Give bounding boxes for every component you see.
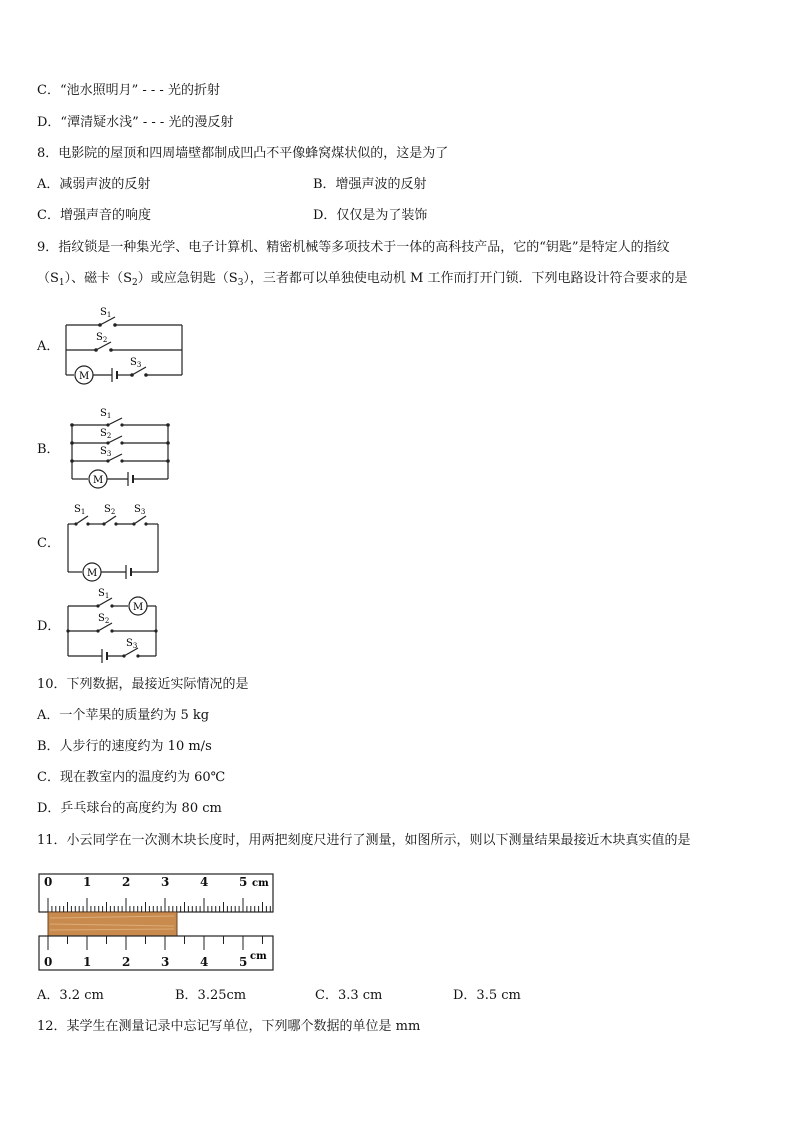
q9-circuit-b xyxy=(66,407,172,493)
top-ruler-number: 3 xyxy=(161,875,170,889)
q9-a-s3-label: $S_3$ xyxy=(130,357,142,369)
q9-option-a-label: A． xyxy=(37,339,60,354)
top-ruler-number: 1 xyxy=(83,875,92,889)
q9-circuit-a xyxy=(60,303,186,389)
q9-circuit-c xyxy=(62,500,164,584)
top-ruler xyxy=(39,874,273,912)
q9-b-motor-label: M xyxy=(93,475,104,486)
top-ruler-number: 4 xyxy=(200,875,209,889)
q9-circuit-d xyxy=(62,586,162,664)
q10-stem: 10．下列数据，最接近实际情况的是 xyxy=(37,677,249,692)
q9-b-s2-label: $S_2$ xyxy=(100,428,112,440)
top-ruler-number: 0 xyxy=(44,875,53,889)
bottom-ruler-number: 0 xyxy=(44,955,53,969)
q9-a-s1-label: $S_1$ xyxy=(100,307,112,319)
q9-option-b-label: B． xyxy=(37,442,60,457)
q12-stem: 12．某学生在测量记录中忘记写单位，下列哪个数据的单位是 mm xyxy=(37,1019,421,1034)
q8-option-d: D．仅仅是为了装饰 xyxy=(313,208,428,223)
q9-d-s3-label: $S_3$ xyxy=(126,638,138,650)
top-ruler-unit: cm xyxy=(252,878,269,889)
bottom-ruler-number: 2 xyxy=(122,955,131,969)
q9-a-s2-label: $S_2$ xyxy=(96,332,108,344)
q10-option-c: C．现在教室内的温度约为 60℃ xyxy=(37,770,226,785)
q11-option-b: B．3.25cm xyxy=(175,988,247,1003)
q11-ruler-figure xyxy=(38,872,276,974)
q11-option-d: D．3.5 cm xyxy=(453,988,521,1003)
q11-option-a: A．3.2 cm xyxy=(37,988,104,1003)
q9-d-s1-label: $S_1$ xyxy=(98,588,110,600)
top-ruler-number: 5 xyxy=(239,875,248,889)
q8-stem: 8．电影院的屋顶和四周墙壁都制成凹凸不平像蜂窝煤状似的，这是为了 xyxy=(37,146,449,161)
bottom-ruler-number: 3 xyxy=(161,955,170,969)
bottom-ruler-number: 5 xyxy=(239,955,248,969)
q9-d-s2-label: $S_2$ xyxy=(98,613,110,625)
q9-c-motor-label: M xyxy=(87,568,98,579)
q9-b-s1-label: $S_1$ xyxy=(100,408,112,420)
bottom-ruler xyxy=(39,936,273,970)
bottom-ruler-unit: cm xyxy=(250,951,267,962)
q10-option-d: D．乒乓球台的高度约为 80 cm xyxy=(37,801,222,816)
q10-option-b: B．人步行的速度约为 10 m/s xyxy=(37,739,212,754)
q7-option-d: D．“潭清疑水浅” - - - 光的漫反射 xyxy=(37,115,234,130)
q11-stem: 11．小云同学在一次测木块长度时，用两把刻度尺进行了测量，如图所示，则以下测量结果最接近木块真实值的是 xyxy=(37,833,691,848)
q8-option-b: B．增强声波的反射 xyxy=(313,177,427,192)
q8-option-a: A．减弱声波的反射 xyxy=(37,177,151,192)
q10-option-a: A．一个苹果的质量约为 5 kg xyxy=(37,708,210,723)
q9-b-s3-label: $S_3$ xyxy=(100,446,112,458)
q9-option-d-label: D． xyxy=(37,619,61,634)
bottom-ruler-number: 1 xyxy=(83,955,92,969)
q9-stem-line2: $(S_1)$、磁卡$(S_2)$或应急钥匙$(S_3)$，三者都可以单独使电动机 M 工作而打开门锁．下列电路设计符合要求的是 xyxy=(37,271,688,288)
q9-c-s1-label: $S_1$ xyxy=(74,504,86,516)
q9-c-s2-label: $S_2$ xyxy=(104,504,116,516)
q11-option-c: C．3.3 cm xyxy=(315,988,383,1003)
q9-a-motor-label: M xyxy=(79,371,90,382)
q9-option-c-label: C． xyxy=(37,536,60,551)
q9-stem-line1: 9．指纹锁是一种集光学、电子计算机、精密机械等多项技术于一体的高科技产品，它的“钥匙”是特定人的指纹 xyxy=(37,240,670,255)
q9-c-s3-label: $S_3$ xyxy=(134,504,146,516)
q8-option-c: C．增强声音的响度 xyxy=(37,208,151,223)
top-ruler-number: 2 xyxy=(122,875,131,889)
bottom-ruler-number: 4 xyxy=(200,955,209,969)
q7-option-c: C．“池水照明月” - - - 光的折射 xyxy=(37,83,220,98)
q9-d-motor-label: M xyxy=(133,602,144,613)
